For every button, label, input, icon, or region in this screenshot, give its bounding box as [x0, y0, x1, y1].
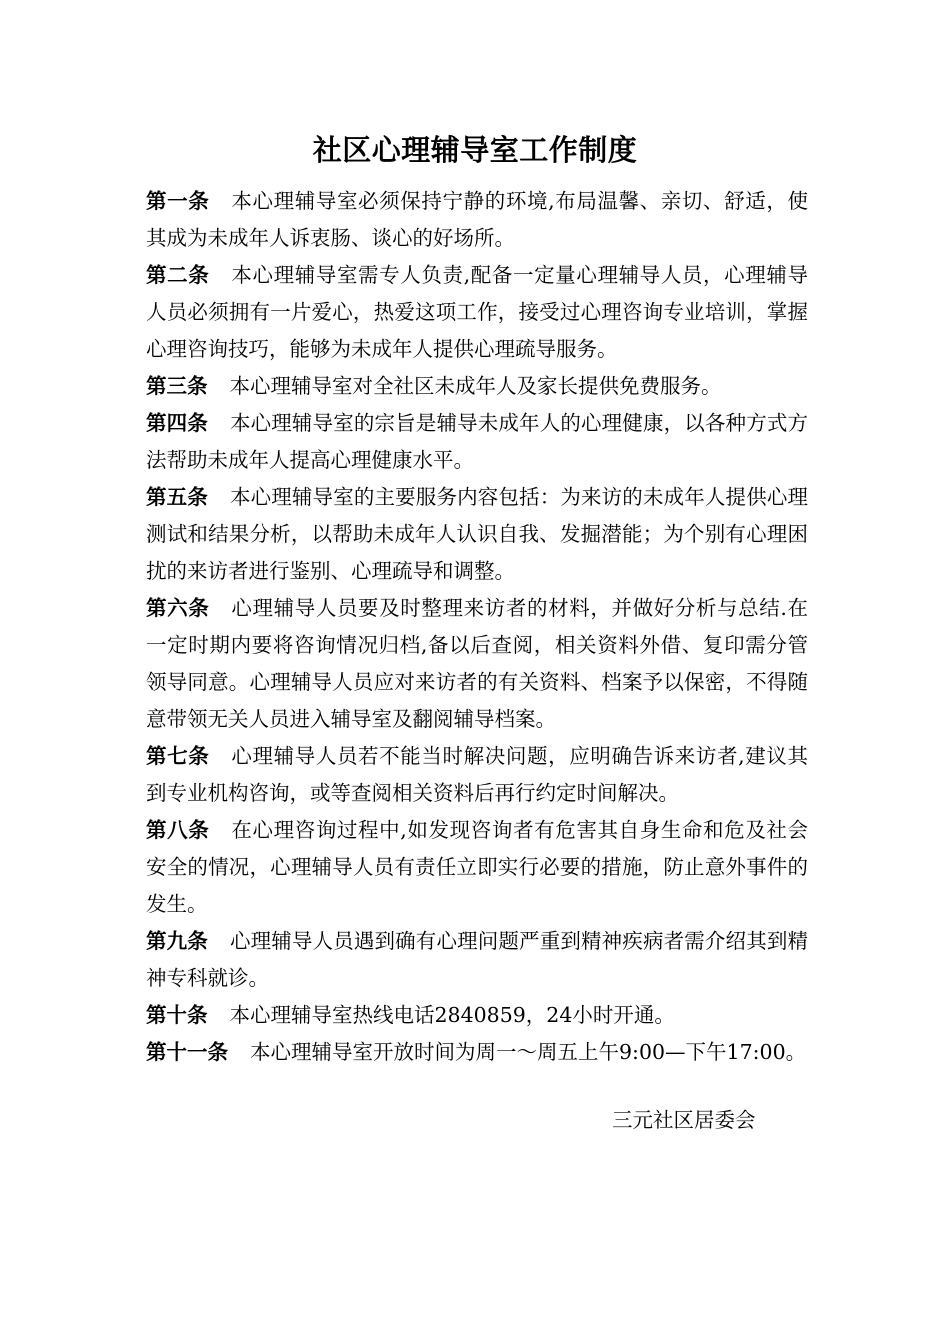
article-9: [146, 923, 808, 997]
article-8: [146, 812, 808, 923]
article-3: [146, 368, 808, 405]
article-11: [146, 1034, 808, 1071]
article-6: [146, 590, 808, 738]
article-4: [146, 405, 808, 479]
document-body: [146, 183, 808, 1071]
article-text: 心理辅导人员遇到确有心理问题严重到精神疾病者需介绍其到精神专科就诊。: [146, 929, 809, 990]
article-label: 第四条: [146, 411, 208, 435]
article-label: 第二条: [146, 263, 210, 287]
article-label: 第三条: [146, 374, 208, 398]
article-label: 第十条: [146, 1003, 208, 1027]
article-label: 第六条: [146, 596, 210, 620]
article-text: 心理辅导人员要及时整理来访者的材料，并做好分析与总结.在一定时期内要将咨询情况归档,备以后查阅，相关资料外借、复印需分管领导同意。心理辅导人员应对来访者的有关资料、档案予以保密，不得随意带领无关人员进入辅导室及翻阅辅导档案。: [146, 596, 809, 731]
article-2: [146, 257, 808, 368]
article-text: 本心理辅导室必须保持宁静的环境,布局温馨、亲切、舒适，使其成为未成年人诉衷肠、谈心的好场所。: [146, 189, 809, 250]
article-text: 本心理辅导室的宗旨是辅导未成年人的心理健康，以各种方式方法帮助未成年人提高心理健康水平。: [146, 411, 809, 472]
article-10: [146, 997, 808, 1034]
article-5: [146, 479, 808, 590]
article-label: 第一条: [146, 189, 210, 213]
article-7: [146, 738, 808, 812]
document-title: 社区心理辅导室工作制度: [312, 133, 638, 167]
article-label: 第九条: [146, 929, 208, 953]
document-signature: 三元社区居委会: [612, 1108, 756, 1132]
article-text: 在心理咨询过程中,如发现咨询者有危害其自身生命和危及社会安全的情况，心理辅导人员有责任立即实行必要的措施，防止意外事件的发生。: [146, 818, 809, 916]
article-text: 心理辅导人员若不能当时解决问题，应明确告诉来访者,建议其到专业机构咨询，或等查阅相关资料后再行约定时间解决。: [146, 744, 809, 805]
article-label: 第五条: [146, 485, 208, 509]
article-text: 本心理辅导室对全社区未成年人及家长提供免费服务。: [229, 374, 722, 398]
article-1: [146, 183, 808, 257]
article-label: 第七条: [146, 744, 210, 768]
article-text: 本心理辅导室热线电话2840859，24小时开通。: [229, 1003, 675, 1027]
article-label: 第十一条: [146, 1040, 228, 1064]
article-label: 第八条: [146, 818, 210, 842]
article-text: 本心理辅导室开放时间为周一～周五上午9:00—下午17:00。: [250, 1040, 807, 1064]
article-text: 本心理辅导室需专人负责,配备一定量心理辅导人员，心理辅导人员必须拥有一片爱心，热爱这项工作，接受过心理咨询专业培训，掌握心理咨询技巧，能够为未成年人提供心理疏导服务。: [146, 263, 809, 361]
article-text: 本心理辅导室的主要服务内容包括：为来访的未成年人提供心理测试和结果分析，以帮助未成年人认识自我、发掘潜能；为个别有心理困扰的来访者进行鉴别、心理疏导和调整。: [146, 485, 809, 583]
